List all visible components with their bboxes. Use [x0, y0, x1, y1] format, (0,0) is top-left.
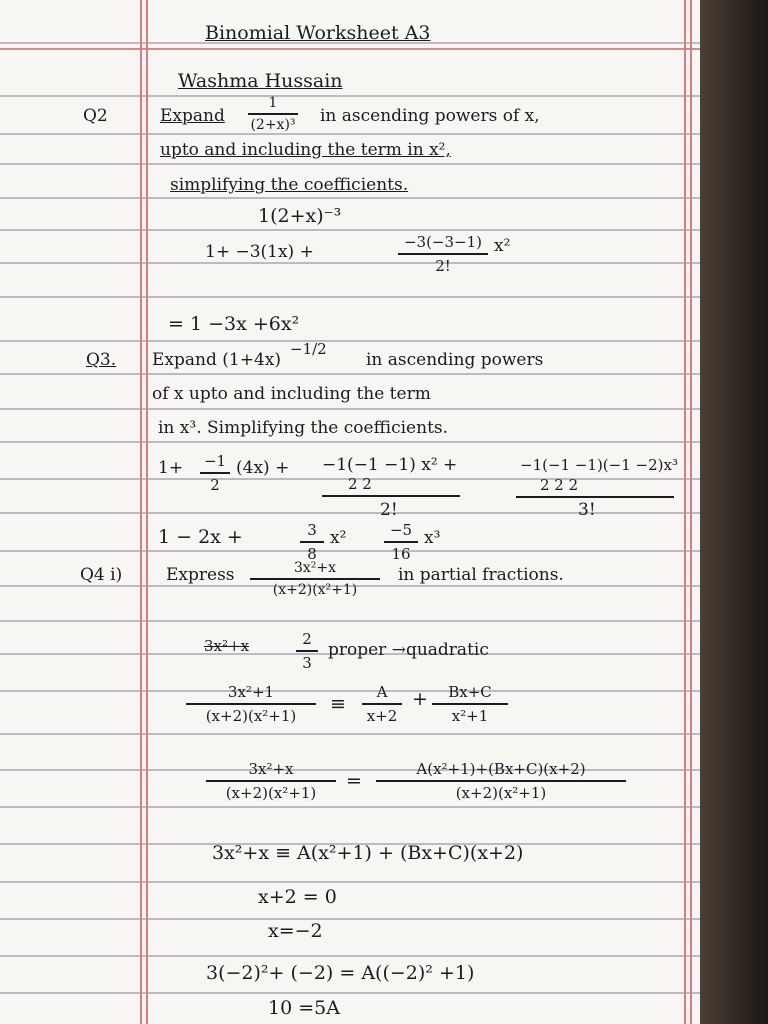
q4-fraction: [250, 560, 380, 598]
fraction-bar: [376, 780, 626, 782]
fraction-bar: [296, 650, 318, 652]
q3-work-term3-denominator: 3!: [578, 500, 596, 520]
q3-answer-fraction-1-denominator: 8: [307, 544, 317, 563]
top-margin-line: [0, 48, 700, 50]
q4-eq1-plus: +: [412, 688, 428, 710]
fraction-bar: [322, 495, 460, 497]
q4-line1-rest: in partial fractions.: [398, 565, 564, 585]
q3-answer-fraction-2-numerator: −5: [389, 521, 413, 539]
left-margin-line: [140, 0, 142, 1024]
q3-line1-start: Expand (1+4x): [152, 350, 281, 370]
ruled-line: [0, 373, 700, 375]
ruled-line: [0, 262, 700, 264]
q2-label: Q2: [83, 106, 108, 126]
ruled-line: [0, 441, 700, 443]
fraction-bar: [384, 541, 418, 543]
q3-answer-start: 1 − 2x +: [158, 526, 243, 548]
ruled-line: [0, 229, 700, 231]
q3-label: Q3.: [86, 350, 117, 370]
q4-note: proper →quadratic: [328, 640, 489, 660]
q3-answer-var1: x²: [330, 528, 347, 548]
fraction-bar: [206, 780, 336, 782]
ruled-line: [0, 163, 700, 165]
q3-answer-var2: x³: [424, 528, 441, 548]
q4-eq1-term-b-numerator: Bx+C: [448, 683, 492, 701]
q3-work-term3: −1(−1 −1)(−1 −2)x³: [520, 456, 678, 474]
right-margin-line: [690, 0, 692, 1024]
ruled-line: [0, 806, 700, 808]
q2-work-fraction-denominator: 2!: [435, 256, 451, 275]
right-margin-line: [684, 0, 686, 1024]
fraction-bar: [186, 703, 316, 705]
q4-eq2-rhs: [376, 760, 626, 802]
ruled-line: [0, 550, 700, 552]
q4-eq2-rhs-denominator: (x+2)(x²+1): [455, 783, 547, 802]
q4-eq1-lhs: [186, 683, 316, 725]
ruled-line: [0, 340, 700, 342]
background-edge: [700, 0, 768, 1024]
fraction-bar: [362, 703, 402, 705]
q3-exponent: −1/2: [290, 340, 327, 358]
q4-eq5: x=−2: [268, 920, 323, 942]
q3-work-start: 1+: [158, 458, 184, 478]
ruled-line: [0, 992, 700, 994]
q4-scratch: 3x²+x: [204, 637, 250, 655]
q3-work-term2-denominator: 2!: [380, 500, 398, 520]
q3-line3: in x³. Simplifying the coefficients.: [158, 418, 449, 438]
ruled-line: [0, 296, 700, 298]
q4-label: Q4 i): [80, 565, 123, 585]
ruled-line: [0, 955, 700, 957]
q4-eq2-lhs-denominator: (x+2)(x²+1): [225, 783, 317, 802]
q4-fraction-numerator: 3x²+x: [293, 560, 337, 576]
q4-eq2-equals: =: [346, 770, 362, 792]
fraction-bar: [398, 253, 488, 255]
ruled-line: [0, 881, 700, 883]
q2-line1-rest: in ascending powers of x,: [320, 106, 540, 126]
q3-answer-fraction-1-numerator: 3: [307, 521, 317, 539]
q2-work-line1: 1(2+x)⁻³: [258, 205, 342, 227]
ruled-line: [0, 133, 700, 135]
q4-eq2-lhs: [206, 760, 336, 802]
fraction-bar: [200, 472, 230, 474]
q4-eq1-term-a-denominator: x+2: [366, 706, 398, 725]
q3-line2: of x upto and including the term: [152, 384, 431, 404]
q4-eq1-lhs-denominator: (x+2)(x²+1): [205, 706, 297, 725]
q4-eq1-term-a: [362, 683, 402, 725]
fraction-bar: [300, 541, 324, 543]
q4-eq1-term-b: [432, 683, 508, 725]
q3-work-fraction-1-denominator: 2: [210, 475, 220, 494]
q4-eq3: 3x²+x ≡ A(x²+1) + (Bx+C)(x+2): [212, 842, 524, 864]
q4-eq2-lhs-numerator: 3x²+x: [248, 760, 294, 778]
ruled-line: [0, 95, 700, 97]
q3-answer-fraction-1: [300, 521, 324, 563]
ruled-line: [0, 918, 700, 920]
q4-eq1-term-b-denominator: x²+1: [451, 706, 489, 725]
q3-work-fraction-1-numerator: −1: [203, 452, 227, 470]
q2-fraction-numerator: 1: [268, 95, 278, 111]
ruled-line: [0, 690, 700, 692]
q4-eq6: 3(−2)²+ (−2) = A((−2)² +1): [206, 962, 475, 984]
q2-work-line2: 1+ −3(1x) +: [205, 242, 314, 262]
q2-line2: upto and including the term in x²,: [160, 140, 451, 160]
q4-ratio-numerator: 2: [302, 630, 312, 648]
q3-work-term2-sub: 2 2: [348, 475, 372, 493]
q2-expand-word: Expand: [160, 106, 225, 126]
q3-answer-fraction-2-denominator: 16: [391, 544, 411, 563]
q2-work-fraction-numerator: −3(−3−1): [403, 233, 483, 251]
q2-line3: simplifying the coefficients.: [170, 175, 409, 195]
q4-eq7: 10 =5A: [268, 997, 340, 1019]
q3-work-term2: −1(−1 −1) x² +: [322, 455, 458, 475]
worksheet-title: Binomial Worksheet A3: [205, 22, 431, 44]
author-name: Washma Hussain: [178, 70, 343, 92]
ruled-line: [0, 620, 700, 622]
q2-work-fraction: [398, 233, 488, 275]
q4-eq1-equiv: ≡: [330, 693, 346, 715]
q2-work-variable: x²: [494, 236, 511, 256]
q4-eq4: x+2 = 0: [258, 886, 337, 908]
left-margin-line: [146, 0, 148, 1024]
q3-work-fraction-1: [200, 452, 230, 494]
q3-line1-rest: in ascending powers: [366, 350, 544, 370]
q3-work-term3-sub: 2 2 2: [540, 476, 579, 494]
q4-eq2-rhs-numerator: A(x²+1)+(Bx+C)(x+2): [416, 760, 586, 778]
q3-answer-fraction-2: [384, 521, 418, 563]
q4-fraction-denominator: (x+2)(x²+1): [272, 581, 358, 598]
q4-ratio-fraction: [296, 630, 318, 672]
ruled-line: [0, 408, 700, 410]
ruled-line: [0, 197, 700, 199]
q3-work-middle: (4x) +: [236, 458, 290, 478]
fraction-bar: [516, 496, 674, 498]
q2-answer: = 1 −3x +6x²: [168, 313, 300, 335]
q4-eq1-term-a-numerator: A: [376, 683, 388, 701]
fraction-bar: [248, 113, 298, 115]
q2-fraction-denominator: (2+x)³: [250, 116, 296, 133]
q4-ratio-denominator: 3: [302, 653, 312, 672]
q4-eq1-lhs-numerator: 3x²+1: [227, 683, 275, 701]
ruled-line: [0, 733, 700, 735]
q2-fraction: [248, 95, 298, 133]
fraction-bar: [432, 703, 508, 705]
fraction-bar: [250, 578, 380, 580]
q4-express-word: Express: [166, 565, 235, 585]
